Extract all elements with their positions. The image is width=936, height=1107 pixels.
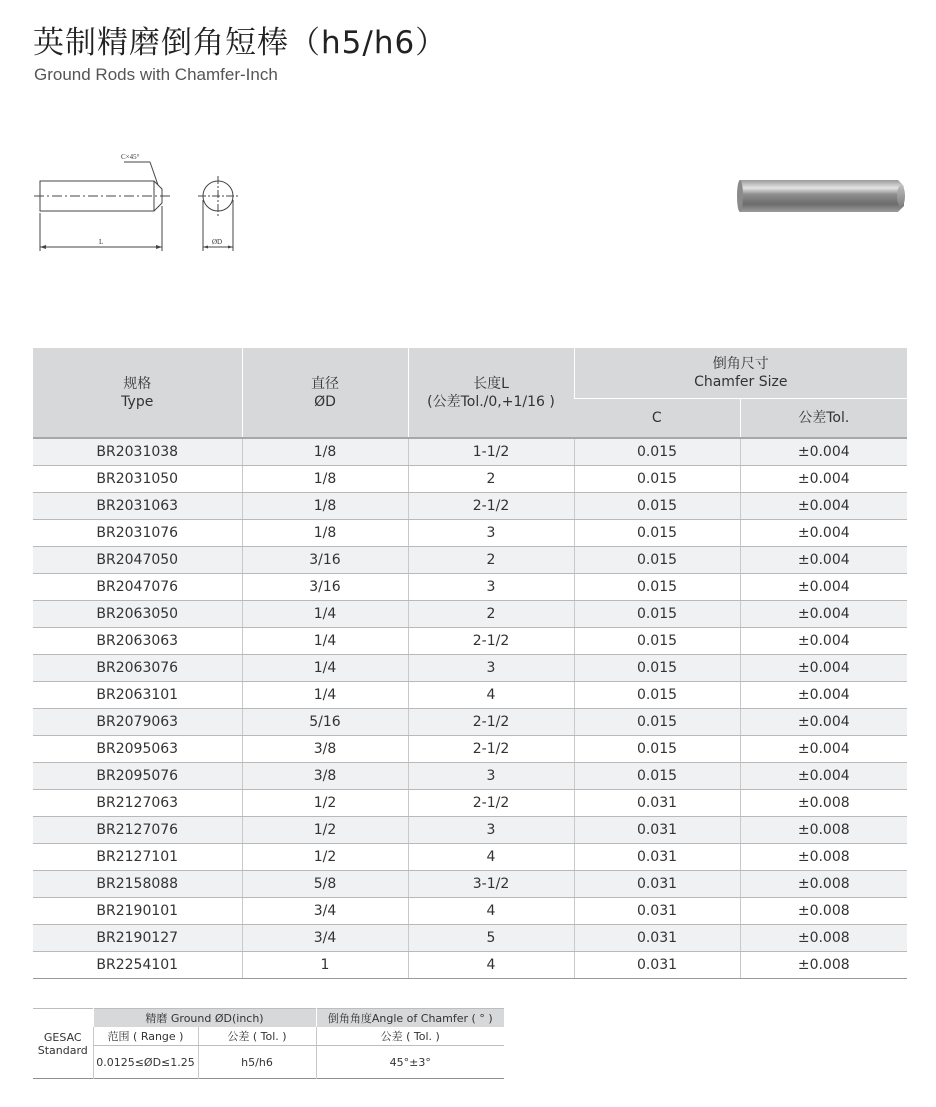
type-cell: BR2127076 [33,817,242,844]
tolerance-cell: ±0.004 [740,466,907,493]
rod-product-image [730,176,910,216]
type-cell: BR2127101 [33,844,242,871]
table-row [33,520,907,547]
type-cell: BR2031050 [33,466,242,493]
length-cell: 4 [408,682,574,709]
table-row [33,709,907,736]
table-row [33,736,907,763]
type-cell: BR2063101 [33,682,242,709]
diameter-cell: 1/2 [242,844,408,871]
type-cell: BR2190127 [33,925,242,952]
column-header-diameter: 直径 ØD [242,348,408,438]
tolerance-cell: ±0.008 [740,925,907,952]
table-row [33,493,907,520]
diameter-cell: 1/4 [242,601,408,628]
column-header-length: 长度L (公差Tol./0,+1/16 ) [408,348,574,438]
table-row [33,438,907,466]
type-cell: BR2127063 [33,790,242,817]
column-header-chamfer-size: 倒角尺寸 Chamfer Size [574,348,907,399]
length-cell: 3 [408,574,574,601]
chamfer-c-cell: 0.015 [574,682,740,709]
diameter-cell: 1/4 [242,628,408,655]
chamfer-c-cell: 0.015 [574,520,740,547]
table-row [33,601,907,628]
diameter-cell: 1/2 [242,817,408,844]
type-cell: BR2095076 [33,763,242,790]
chamfer-c-cell: 0.031 [574,925,740,952]
chamfer-c-cell: 0.015 [574,547,740,574]
chamfer-c-cell: 0.031 [574,790,740,817]
diameter-cell: 1/8 [242,520,408,547]
length-cell: 3 [408,763,574,790]
chamfer-c-cell: 0.015 [574,655,740,682]
chamfer-angle-value: 45°±3° [316,1046,504,1079]
length-cell: 2-1/2 [408,736,574,763]
diameter-cell: 1/4 [242,682,408,709]
diameter-cell: 1 [242,952,408,979]
type-cell: BR2047076 [33,574,242,601]
diameter-cell: 3/16 [242,574,408,601]
length-label: L [99,238,104,246]
chamfer-c-cell: 0.015 [574,574,740,601]
column-header-c: C [574,399,740,439]
table-row [33,817,907,844]
length-cell: 4 [408,952,574,979]
type-cell: BR2063063 [33,628,242,655]
table-row [33,871,907,898]
type-cell: BR2031038 [33,438,242,466]
tolerance-cell: ±0.008 [740,817,907,844]
diameter-cell: 5/16 [242,709,408,736]
table-row [33,655,907,682]
ground-diameter-header: 精磨 Ground ØD(inch) [93,1009,316,1028]
table-row [33,790,907,817]
range-label: 范围 ( Range ) [93,1027,198,1046]
table-row [33,844,907,871]
diameter-cell: 1/4 [242,655,408,682]
page-subtitle: Ground Rods with Chamfer-Inch [34,65,278,84]
table-row [33,574,907,601]
length-cell: 2-1/2 [408,493,574,520]
chamfer-c-cell: 0.015 [574,736,740,763]
length-cell: 4 [408,898,574,925]
specification-table [33,348,907,979]
length-cell: 2-1/2 [408,628,574,655]
chamfer-c-cell: 0.015 [574,709,740,736]
tolerance-value: h5/h6 [198,1046,316,1079]
chamfer-c-cell: 0.031 [574,952,740,979]
chamfer-label: C×45° [121,153,140,161]
chamfer-tolerance-label: 公差 ( Tol. ) [316,1027,504,1046]
column-header-type: 规格 Type [33,348,242,438]
type-cell: BR2047050 [33,547,242,574]
type-cell: BR2158088 [33,871,242,898]
chamfer-c-cell: 0.015 [574,493,740,520]
type-cell: BR2063050 [33,601,242,628]
chamfer-c-cell: 0.015 [574,628,740,655]
type-cell: BR2095063 [33,736,242,763]
table-row [33,898,907,925]
length-cell: 3-1/2 [408,871,574,898]
length-cell: 3 [408,655,574,682]
tolerance-cell: ±0.004 [740,736,907,763]
type-cell: BR2031063 [33,493,242,520]
rod-technical-drawing [28,148,243,258]
tolerance-cell: ±0.008 [740,898,907,925]
diameter-cell: 3/4 [242,925,408,952]
table-row [33,628,907,655]
length-cell: 2-1/2 [408,709,574,736]
chamfer-c-cell: 0.015 [574,601,740,628]
tolerance-cell: ±0.004 [740,547,907,574]
length-cell: 2 [408,601,574,628]
tolerance-cell: ±0.004 [740,655,907,682]
diameter-cell: 1/8 [242,466,408,493]
tolerance-cell: ±0.004 [740,493,907,520]
length-cell: 1-1/2 [408,438,574,466]
diameter-cell: 1/2 [242,790,408,817]
diameter-cell: 3/16 [242,547,408,574]
standard-label: GESAC Standard [33,1009,93,1079]
table-row [33,466,907,493]
tolerance-cell: ±0.004 [740,438,907,466]
specification-table-body [33,438,907,979]
chamfer-c-cell: 0.015 [574,763,740,790]
tolerance-label: 公差 ( Tol. ) [198,1027,316,1046]
table-row [33,763,907,790]
chamfer-c-cell: 0.031 [574,871,740,898]
gesac-standard-table [33,1008,504,1079]
length-cell: 2-1/2 [408,790,574,817]
tolerance-cell: ±0.004 [740,682,907,709]
length-cell: 3 [408,817,574,844]
diameter-cell: 3/8 [242,736,408,763]
length-cell: 2 [408,466,574,493]
length-cell: 4 [408,844,574,871]
diameter-cell: 1/8 [242,438,408,466]
tolerance-cell: ±0.008 [740,952,907,979]
tolerance-cell: ±0.004 [740,709,907,736]
type-cell: BR2031076 [33,520,242,547]
chamfer-c-cell: 0.031 [574,898,740,925]
tolerance-cell: ±0.004 [740,520,907,547]
diameter-cell: 3/8 [242,763,408,790]
range-value: 0.0125≤ØD≤1.25 [93,1046,198,1079]
type-cell: BR2190101 [33,898,242,925]
length-cell: 2 [408,547,574,574]
diameter-cell: 3/4 [242,898,408,925]
tolerance-cell: ±0.004 [740,601,907,628]
tolerance-cell: ±0.008 [740,871,907,898]
chamfer-c-cell: 0.031 [574,817,740,844]
chamfer-angle-header: 倒角角度Angle of Chamfer ( ° ) [316,1009,504,1028]
diameter-label: ØD [212,238,223,246]
diameter-cell: 5/8 [242,871,408,898]
table-row [33,682,907,709]
length-cell: 3 [408,520,574,547]
chamfer-c-cell: 0.015 [574,466,740,493]
chamfer-c-cell: 0.031 [574,844,740,871]
diameter-cell: 1/8 [242,493,408,520]
table-row [33,952,907,979]
page-title: 英制精磨倒角短棒（h5/h6） [33,25,448,61]
chamfer-c-cell: 0.015 [574,438,740,466]
length-cell: 5 [408,925,574,952]
column-header-tolerance: 公差Tol. [740,399,907,439]
type-cell: BR2254101 [33,952,242,979]
tolerance-cell: ±0.008 [740,844,907,871]
table-row [33,547,907,574]
type-cell: BR2079063 [33,709,242,736]
table-row [33,925,907,952]
type-cell: BR2063076 [33,655,242,682]
tolerance-cell: ±0.004 [740,763,907,790]
tolerance-cell: ±0.008 [740,790,907,817]
tolerance-cell: ±0.004 [740,574,907,601]
tolerance-cell: ±0.004 [740,628,907,655]
